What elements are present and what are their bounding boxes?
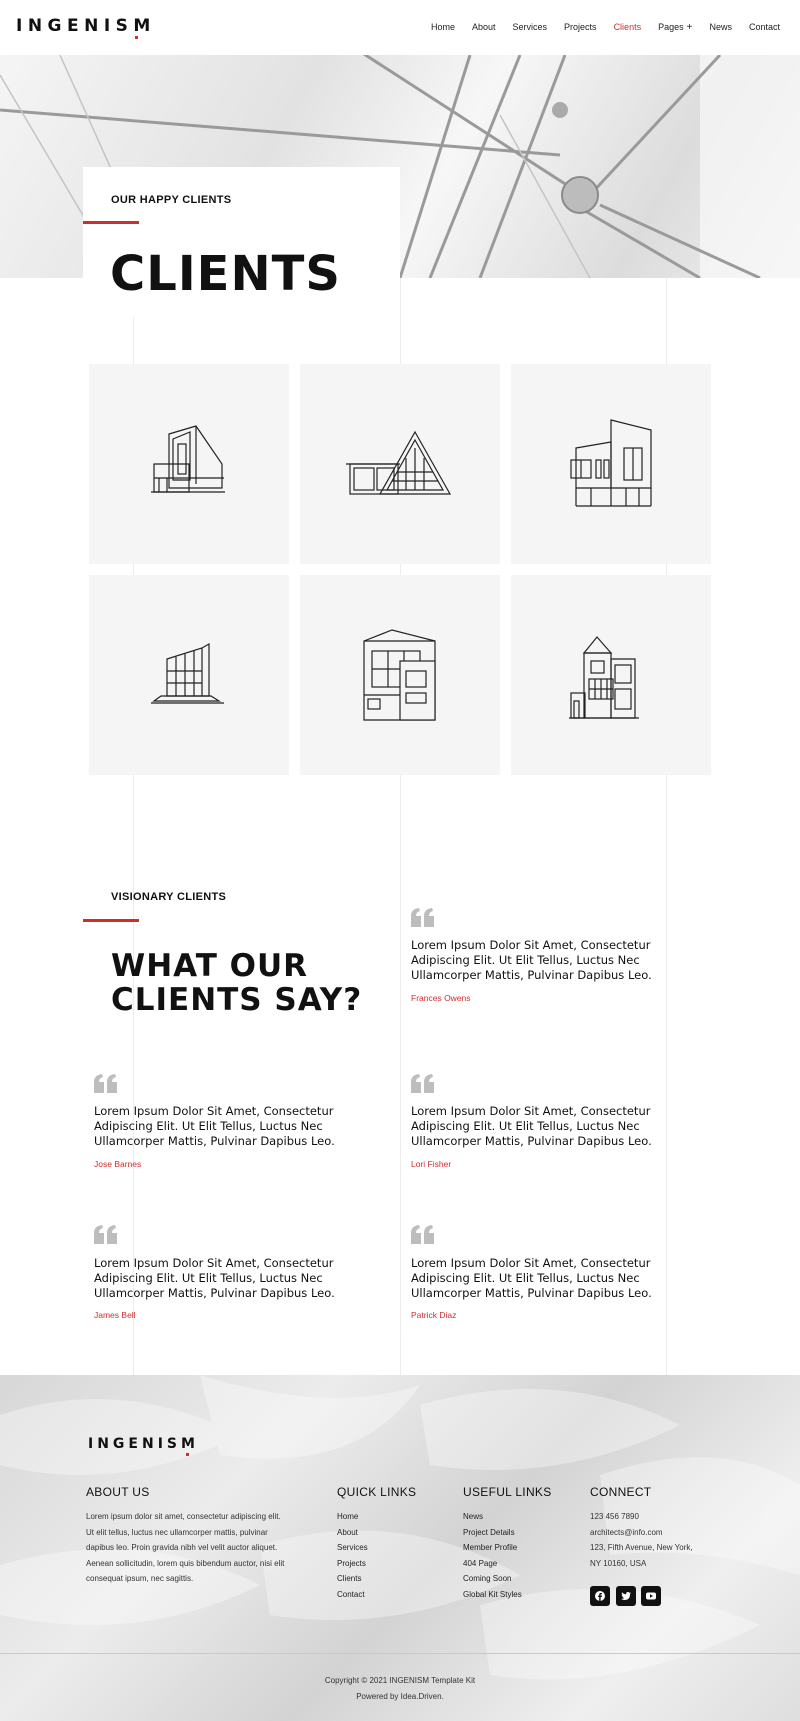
footer-useful-links-heading: USEFUL LINKS [463, 1485, 552, 1499]
nav-clients[interactable]: Clients [613, 22, 642, 32]
testimonials-title-line1: WHAT OUR [111, 948, 309, 984]
logo-accent-dot [135, 36, 138, 39]
footer-about-text [86, 1509, 316, 1587]
twitter-button[interactable] [616, 1586, 636, 1606]
testimonial-text: Lorem Ipsum Dolor Sit Amet, Consectetur Adipiscing Elit. Ut Elit Tellus, Luctus Nec Ullamcorper Mattis, Pulvinar Dapibus Leo. [411, 938, 652, 982]
testimonials-eyebrow: VISIONARY CLIENTS [111, 891, 227, 903]
slanted-glass-house-logo-icon [89, 575, 289, 775]
testimonial-author: Lori Fisher [411, 1159, 452, 1169]
footer-contact-info [590, 1509, 693, 1571]
contact-phone[interactable]: 123 456 7890 [590, 1512, 639, 1521]
footer-link-coming-soon[interactable]: Coming Soon [463, 1574, 512, 1584]
nav-home[interactable]: Home [430, 22, 455, 32]
footer-link-services[interactable]: Services [337, 1543, 368, 1553]
site-header [0, 0, 800, 55]
footer-link-member-profile[interactable]: Member Profile [463, 1543, 518, 1553]
quote-icon [411, 908, 435, 928]
nav-about[interactable]: About [472, 22, 496, 32]
testimonial-text: Lorem Ipsum Dolor Sit Amet, Consectetur Adipiscing Elit. Ut Elit Tellus, Luctus Nec Ullamcorper Mattis, Pulvinar Dapibus Leo. [94, 1256, 335, 1300]
page-title: CLIENTS [110, 246, 341, 302]
client-logo-tile[interactable] [300, 575, 500, 775]
about-line: dapibus leo. Proin gravida nibh vel velit auctor aliquet. [86, 1543, 278, 1553]
nav-contact[interactable]: Contact [748, 22, 780, 32]
about-line: Aenean sollicitudin, lorem quis bibendum auctor, nisi elit [86, 1558, 285, 1568]
nav-news[interactable]: News [709, 22, 732, 32]
footer-link-project-details[interactable]: Project Details [463, 1527, 515, 1537]
quote-icon [411, 1074, 435, 1094]
testimonial-text: Lorem Ipsum Dolor Sit Amet, Consectetur Adipiscing Elit. Ut Elit Tellus, Luctus Nec Ullamcorper Mattis, Pulvinar Dapibus Leo. [411, 1104, 652, 1148]
angled-roof-house-logo-icon [511, 364, 711, 564]
hero-accent-rule [83, 221, 139, 224]
stacked-box-house-logo-icon [300, 575, 500, 775]
quote-icon [411, 1225, 435, 1245]
townhouse-logo-icon [511, 575, 711, 775]
hero-eyebrow: OUR HAPPY CLIENTS [111, 194, 232, 206]
quote-icon [94, 1074, 118, 1094]
testimonial-author: James Bell [94, 1310, 136, 1320]
nav-pages-label: Pages [658, 22, 684, 32]
footer-link-404[interactable]: 404 Page [463, 1558, 498, 1568]
footer-about-heading: ABOUT US [86, 1485, 150, 1499]
footer-link-news[interactable]: News [463, 1512, 484, 1521]
plus-icon: + [686, 22, 693, 33]
youtube-icon [646, 1591, 656, 1601]
contact-address-line1: 123, Fifth Avenue, New York, [590, 1543, 693, 1553]
client-logo-tile[interactable] [300, 364, 500, 564]
footer-quick-links [337, 1509, 368, 1603]
footer-link-global-kit-styles[interactable]: Global Kit Styles [463, 1589, 522, 1599]
footer-quick-links-heading: QUICK LINKS [337, 1485, 417, 1499]
footer-link-clients[interactable]: Clients [337, 1574, 362, 1584]
about-line: consequat ipsum, nec sagittis. [86, 1574, 194, 1584]
testimonial-text: Lorem Ipsum Dolor Sit Amet, Consectetur Adipiscing Elit. Ut Elit Tellus, Luctus Nec Ullamcorper Mattis, Pulvinar Dapibus Leo. [411, 1256, 652, 1300]
twitter-icon [621, 1591, 631, 1601]
site-footer [0, 1375, 800, 1721]
nav-pages[interactable] [658, 22, 692, 33]
client-logo-tile[interactable] [511, 364, 711, 564]
about-line: Ut elit tellus, luctus nec ullamcorper mattis, pulvinar [86, 1527, 268, 1537]
footer-copyright: Copyright © 2021 INGENISM Template Kit [324, 1676, 476, 1685]
testimonial-author: Frances Owens [411, 993, 471, 1003]
youtube-button[interactable] [641, 1586, 661, 1606]
footer-connect-heading: CONNECT [590, 1485, 652, 1499]
footer-link-home[interactable]: Home [337, 1512, 359, 1521]
nav-projects[interactable]: Projects [564, 22, 597, 32]
footer-divider [0, 1653, 800, 1654]
facebook-button[interactable] [590, 1586, 610, 1606]
testimonials-title-line2: CLIENTS SAY? [111, 982, 363, 1018]
about-line: Lorem ipsum dolor sit amet, consectetur adipiscing elit. [86, 1512, 281, 1521]
footer-useful-links [463, 1509, 522, 1603]
facebook-icon [595, 1591, 605, 1601]
contact-email[interactable]: architects@info.com [590, 1527, 663, 1537]
nav-services[interactable]: Services [512, 22, 548, 32]
testimonials-accent-rule [83, 919, 139, 922]
testimonial-author: Jose Barnes [94, 1159, 142, 1169]
main-nav [414, 22, 780, 33]
client-logo-tile[interactable] [89, 364, 289, 564]
footer-link-about[interactable]: About [337, 1527, 358, 1537]
footer-link-projects[interactable]: Projects [337, 1558, 366, 1568]
site-logo[interactable]: INGENISM [16, 16, 156, 36]
testimonial-text: Lorem Ipsum Dolor Sit Amet, Consectetur Adipiscing Elit. Ut Elit Tellus, Luctus Nec Ullamcorper Mattis, Pulvinar Dapibus Leo. [94, 1104, 335, 1148]
footer-logo[interactable]: INGENISM [88, 1436, 199, 1452]
client-logo-tile[interactable] [511, 575, 711, 775]
modern-house-logo-icon [89, 364, 289, 564]
footer-logo-accent-dot [186, 1453, 189, 1456]
testimonial-author: Patrick Diaz [411, 1310, 457, 1320]
quote-icon [94, 1225, 118, 1245]
footer-powered-by: Powered by Idea.Driven. [356, 1692, 444, 1701]
footer-link-contact[interactable]: Contact [337, 1589, 365, 1599]
a-frame-house-logo-icon [300, 364, 500, 564]
client-logo-tile[interactable] [89, 575, 289, 775]
contact-address-line2: NY 10160, USA [590, 1558, 647, 1568]
